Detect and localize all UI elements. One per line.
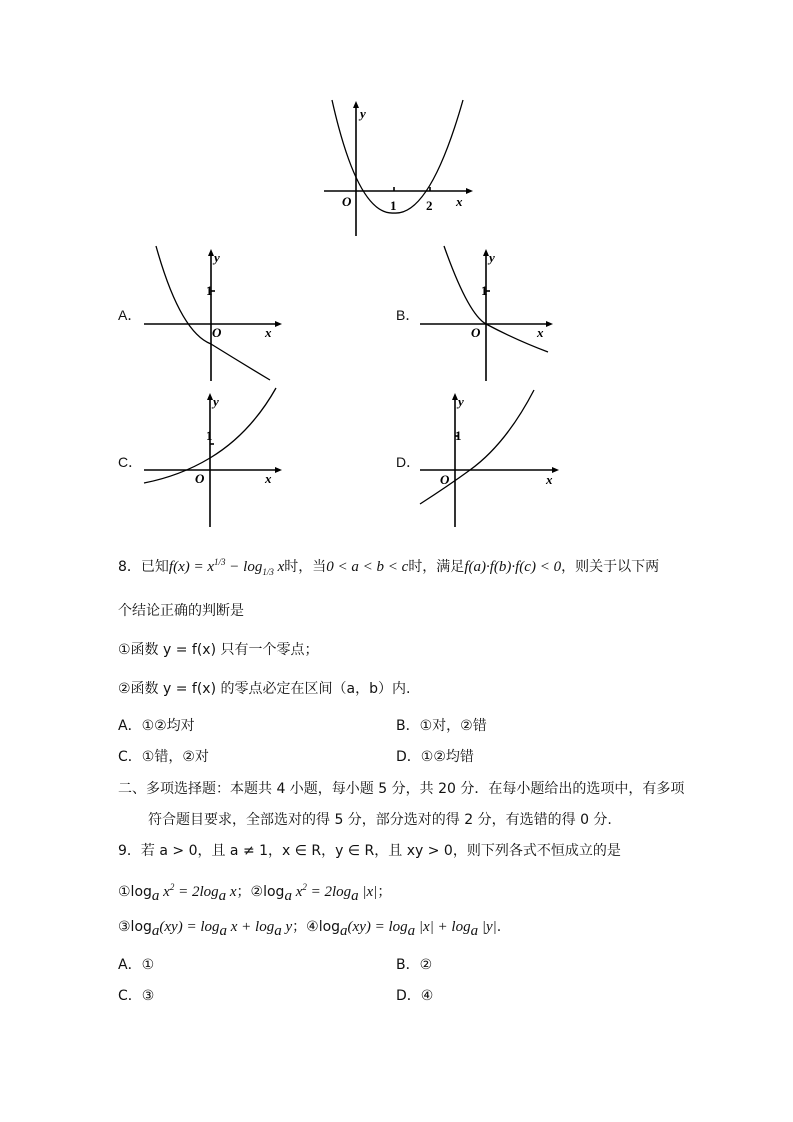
q9-option-b[interactable]: B．② bbox=[396, 957, 433, 973]
top-x-arrow bbox=[466, 188, 473, 194]
q9-option-a[interactable]: A．① bbox=[118, 957, 155, 973]
q8-product: f(a)·f(b)·f(c) < 0 bbox=[464, 559, 562, 575]
graph-d-y-label: y bbox=[458, 394, 464, 409]
graph-d-one-label: 1 bbox=[455, 428, 462, 443]
option-d-label: D． bbox=[396, 454, 421, 470]
graph-d-x-arrow bbox=[552, 467, 559, 473]
option-a-label: A． bbox=[118, 307, 142, 323]
graph-b-curve bbox=[444, 246, 548, 352]
q8-mid: 时，当 bbox=[284, 559, 327, 575]
graph-b-y-label: y bbox=[489, 250, 495, 265]
graph-d-origin: O bbox=[440, 472, 450, 487]
graph-b-x-arrow bbox=[546, 321, 553, 327]
graph-a-x-label: x bbox=[265, 325, 272, 340]
graph-a bbox=[140, 244, 285, 384]
q8-prefix: 8．已知 bbox=[118, 559, 169, 575]
top-y-arrow bbox=[353, 101, 359, 108]
q8-condition: 0 < a < b < c bbox=[326, 559, 409, 575]
graph-a-origin: O bbox=[212, 325, 222, 340]
q8-suffix: ，则关于以下两 bbox=[561, 559, 660, 575]
section2-line1: 二、多项选择题：本题共 4 小题，每小题 5 分，共 20 分．在每小题给出的选项中，有多项 bbox=[118, 781, 685, 797]
graph-c-y-label: y bbox=[213, 394, 219, 409]
graph-b bbox=[416, 244, 561, 384]
graph-b-x-label: x bbox=[537, 325, 544, 340]
option-b-label: B． bbox=[396, 307, 420, 323]
option-c-label: C． bbox=[118, 454, 143, 470]
graph-b-one-label: 1 bbox=[481, 283, 488, 298]
q8-statement-2: ②函数 y = f(x) 的零点必定在区间（a，b）内. bbox=[118, 681, 411, 697]
q9-stem: 9．若 a > 0，且 a ≠ 1，x ∈ R，y ∈ R，且 xy > 0，则下列各式不恒成立的是 bbox=[118, 843, 621, 859]
q8-option-d[interactable]: D．①②均错 bbox=[396, 749, 474, 765]
graph-c-x-arrow bbox=[275, 467, 282, 473]
graph-a-y-label: y bbox=[214, 250, 220, 265]
top-x-label: x bbox=[456, 194, 463, 209]
graph-c-one-label: 1 bbox=[206, 428, 213, 443]
top-graph bbox=[318, 98, 478, 240]
graph-d bbox=[418, 388, 563, 530]
q8-function-def: $f(x) = x^{1/3} - \log_{1/3} x$ bbox=[168, 557, 285, 577]
graph-a-one-label: 1 bbox=[206, 283, 213, 298]
graph-d-curve bbox=[420, 390, 534, 504]
top-tick-label-1: 1 bbox=[390, 198, 397, 213]
graph-a-curve bbox=[156, 246, 270, 380]
top-y-label: y bbox=[360, 106, 366, 121]
q9-option-c[interactable]: C．③ bbox=[118, 988, 155, 1004]
graph-c bbox=[140, 388, 285, 530]
graph-c-x-label: x bbox=[265, 471, 272, 486]
q8-option-a[interactable]: A．①②均对 bbox=[118, 718, 195, 734]
q8-line2: 个结论正确的判断是 bbox=[118, 603, 244, 619]
q9-formula-line-1: $①\log_a$ $x^2 = 2\log_a$ x；$②\log_a$ $x^2 = 2\log_a$ |x|； bbox=[118, 882, 392, 904]
graph-a-x-arrow bbox=[275, 321, 282, 327]
top-tick-label-2: 2 bbox=[426, 198, 433, 213]
q9-circle-1: ①log bbox=[118, 884, 152, 900]
q8-statement-1: ①函数 y = f(x) 只有一个零点； bbox=[118, 642, 319, 658]
top-parabola bbox=[332, 100, 463, 213]
q8-option-b[interactable]: B．①对，②错 bbox=[396, 718, 487, 734]
section2-line2: 符合题目要求，全部选对的得 5 分，部分选对的得 2 分，有选错的得 0 分. bbox=[148, 812, 612, 828]
graph-b-origin: O bbox=[471, 325, 481, 340]
q8-line1 bbox=[118, 552, 659, 582]
graph-c-origin: O bbox=[195, 471, 205, 486]
q9-formula-line-2: $③\log_a(xy) = \log_a x + \log_a y$；$④\log_a(xy) = \log_a |x| + \log_a |y|$. bbox=[118, 919, 502, 939]
q9-circle-3: ③log bbox=[118, 919, 152, 935]
q9-option-d[interactable]: D．④ bbox=[396, 988, 434, 1004]
top-origin-label: O bbox=[342, 194, 352, 209]
q8-mid2: 时，满足 bbox=[408, 559, 465, 575]
graph-d-x-label: x bbox=[546, 472, 553, 487]
q8-option-c[interactable]: C．①错，②对 bbox=[118, 749, 209, 765]
